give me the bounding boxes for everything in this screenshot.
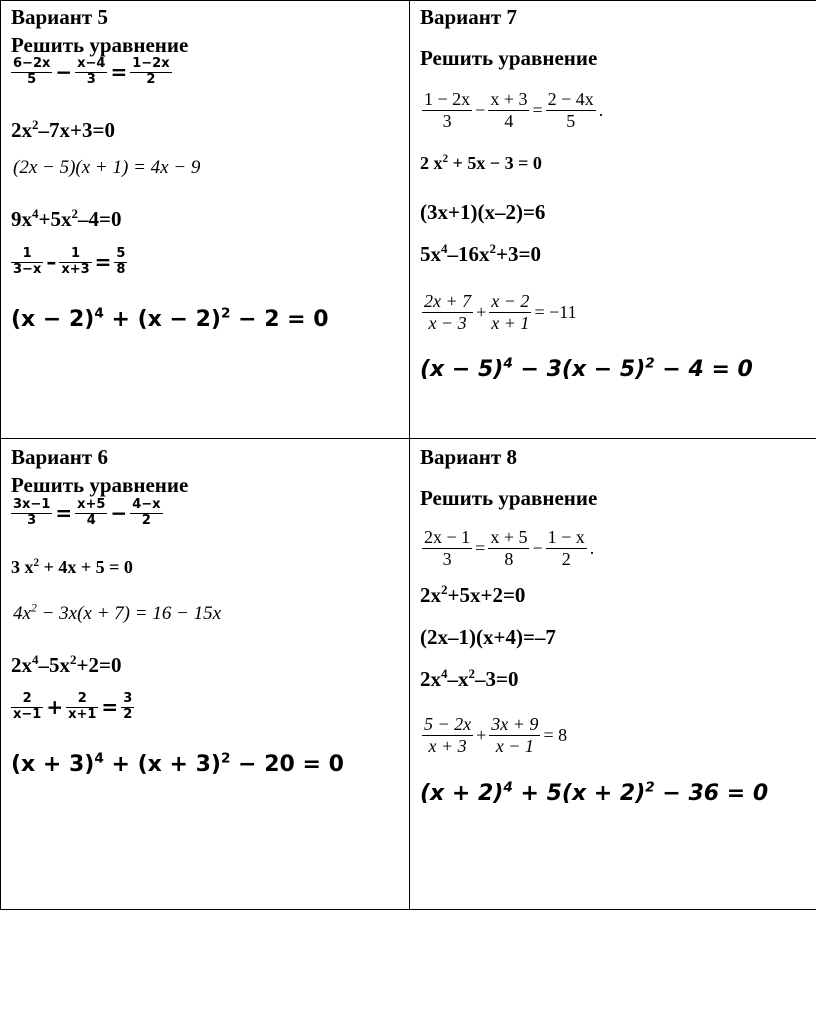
- v7-equation-6: $(x - 5)^4 - 3(x - 5)^2 - 4 = 0$: [420, 355, 753, 382]
- equation-tail: = −11: [534, 301, 577, 322]
- operator: –: [46, 250, 57, 275]
- frac-den: 5: [27, 71, 37, 87]
- operator: −: [110, 501, 128, 526]
- frac-den: 8: [116, 261, 126, 277]
- frac-num: 3: [123, 691, 133, 706]
- variant-7-title: Вариант 7: [420, 5, 517, 29]
- operator: =: [94, 250, 112, 275]
- frac-num: 1: [59, 247, 91, 263]
- variant-6-cell: [1, 439, 410, 910]
- v6-equation-2: 3 $x^2 + 4x + 5 = 0$: [11, 557, 133, 577]
- period: .: [598, 99, 604, 120]
- v7-equation-3: (3x+1)(x–2)=6: [420, 200, 546, 224]
- v5-equation-2: $2x^2-7x+3=0$: [11, 117, 115, 142]
- variant-7-cell: [410, 1, 816, 439]
- v6-equation-1: [11, 498, 163, 529]
- frac-num: x+5: [77, 497, 106, 512]
- variant-8-cell: [410, 439, 816, 910]
- frac-den: 2: [141, 512, 151, 528]
- operator: =: [532, 99, 543, 120]
- frac-num: x − 2: [491, 291, 530, 311]
- frac-den: 3: [27, 512, 37, 528]
- frac-den: 2: [146, 71, 156, 87]
- frac-num: 5: [116, 246, 126, 261]
- equation-tail: = 8: [543, 724, 568, 745]
- variant-5-cell: [1, 1, 410, 439]
- frac-num: 3x−1: [13, 497, 51, 512]
- variant-8-title: Вариант 8: [420, 445, 517, 469]
- v8-equation-3: (2x–1)(x+4)=–7: [420, 625, 556, 649]
- frac-num: 5 − 2x: [424, 714, 472, 734]
- variant-6-instruction: Решить уравнение: [11, 473, 189, 497]
- frac-num: 1 − x: [547, 527, 585, 547]
- frac-den: 3: [442, 110, 452, 131]
- frac-den: x − 1: [495, 735, 534, 756]
- frac-den: 4: [86, 512, 96, 528]
- v7-equation-2: 2 $x^2 + 5x - 3 = 0$: [420, 153, 542, 173]
- v6-equation-3: $4x^2 - 3x(x + 7) = 16 - 15x$: [13, 601, 222, 624]
- variant-6-title: Вариант 6: [11, 445, 108, 469]
- variant-5-instruction: Решить уравнение: [11, 33, 189, 57]
- period: .: [589, 537, 595, 558]
- operator: =: [101, 695, 119, 720]
- frac-num: 3x + 9: [491, 714, 539, 734]
- frac-den: x−1: [13, 706, 42, 722]
- frac-den: x + 1: [491, 312, 530, 333]
- variant-7-instruction: Решить уравнение: [420, 46, 598, 70]
- frac-den: x − 3: [428, 312, 467, 333]
- frac-num: 2 − 4x: [547, 89, 594, 109]
- operator: −: [475, 99, 486, 120]
- frac-den: 2: [123, 706, 133, 722]
- v7-equation-4: $5x^4-16x^2+3=0$: [420, 241, 541, 266]
- v5-equation-6: $(x - 2)^4 + (x - 2)^2 - 2 = 0$: [11, 305, 329, 332]
- v6-equation-4: $2x^4-5x^2+2=0$: [11, 652, 122, 677]
- frac-num: 2: [11, 692, 43, 708]
- operator: =: [110, 60, 128, 85]
- v8-equation-4: $2x^4-x^2-3=0$: [420, 666, 519, 691]
- frac-num: x−4: [77, 56, 106, 71]
- frac-den: 3: [442, 548, 452, 569]
- v8-equation-1: [422, 527, 597, 569]
- operator: =: [55, 501, 73, 526]
- variant-5-title: Вариант 5: [11, 5, 108, 29]
- v5-equation-3: (2x − 5)(x + 1) = 4x − 9: [13, 157, 201, 178]
- frac-num: 2x + 7: [424, 291, 472, 311]
- v6-equation-6: $(x + 3)^4 + (x + 3)^2 - 20 = 0$: [11, 750, 344, 777]
- frac-num: x + 5: [490, 527, 528, 547]
- frac-den: 5: [566, 110, 576, 131]
- frac-den: 4: [504, 110, 514, 131]
- operator: +: [46, 695, 64, 720]
- v7-equation-5: [422, 291, 580, 333]
- v5-equation-4: $9x^4+5x^2-4=0$: [11, 206, 122, 231]
- frac-num: 6−2x: [13, 56, 51, 71]
- operator: +: [476, 301, 487, 322]
- v8-equation-6: $(x + 2)^4 + 5(x + 2)^2 - 36 = 0$: [420, 779, 769, 806]
- operator: −: [55, 60, 73, 85]
- operator: −: [532, 537, 543, 558]
- frac-num: 2x − 1: [424, 527, 471, 547]
- operator: =: [475, 537, 486, 558]
- v5-equation-5: [11, 247, 127, 278]
- frac-den: 3−x: [13, 261, 42, 277]
- frac-num: 4−x: [132, 497, 161, 512]
- frac-num: 1−2x: [132, 56, 170, 71]
- frac-den: 3: [86, 71, 96, 87]
- v8-equation-2: $2x^2+5x+2=0$: [420, 582, 526, 607]
- frac-den: x+3: [61, 261, 90, 277]
- frac-den: 2: [561, 548, 571, 569]
- frac-num: 1: [11, 247, 43, 263]
- frac-num: x + 3: [490, 89, 528, 109]
- frac-den: 8: [504, 548, 514, 569]
- v5-equation-1: [11, 57, 172, 88]
- frac-num: 2: [66, 692, 98, 708]
- operator: +: [476, 724, 487, 745]
- variant-8-instruction: Решить уравнение: [420, 486, 598, 510]
- v8-equation-5: [422, 714, 570, 756]
- frac-den: x+1: [68, 706, 97, 722]
- v6-equation-5: [11, 692, 134, 723]
- frac-den: x + 3: [428, 735, 467, 756]
- v7-equation-1: [422, 89, 606, 131]
- frac-num: 1 − 2x: [424, 89, 471, 109]
